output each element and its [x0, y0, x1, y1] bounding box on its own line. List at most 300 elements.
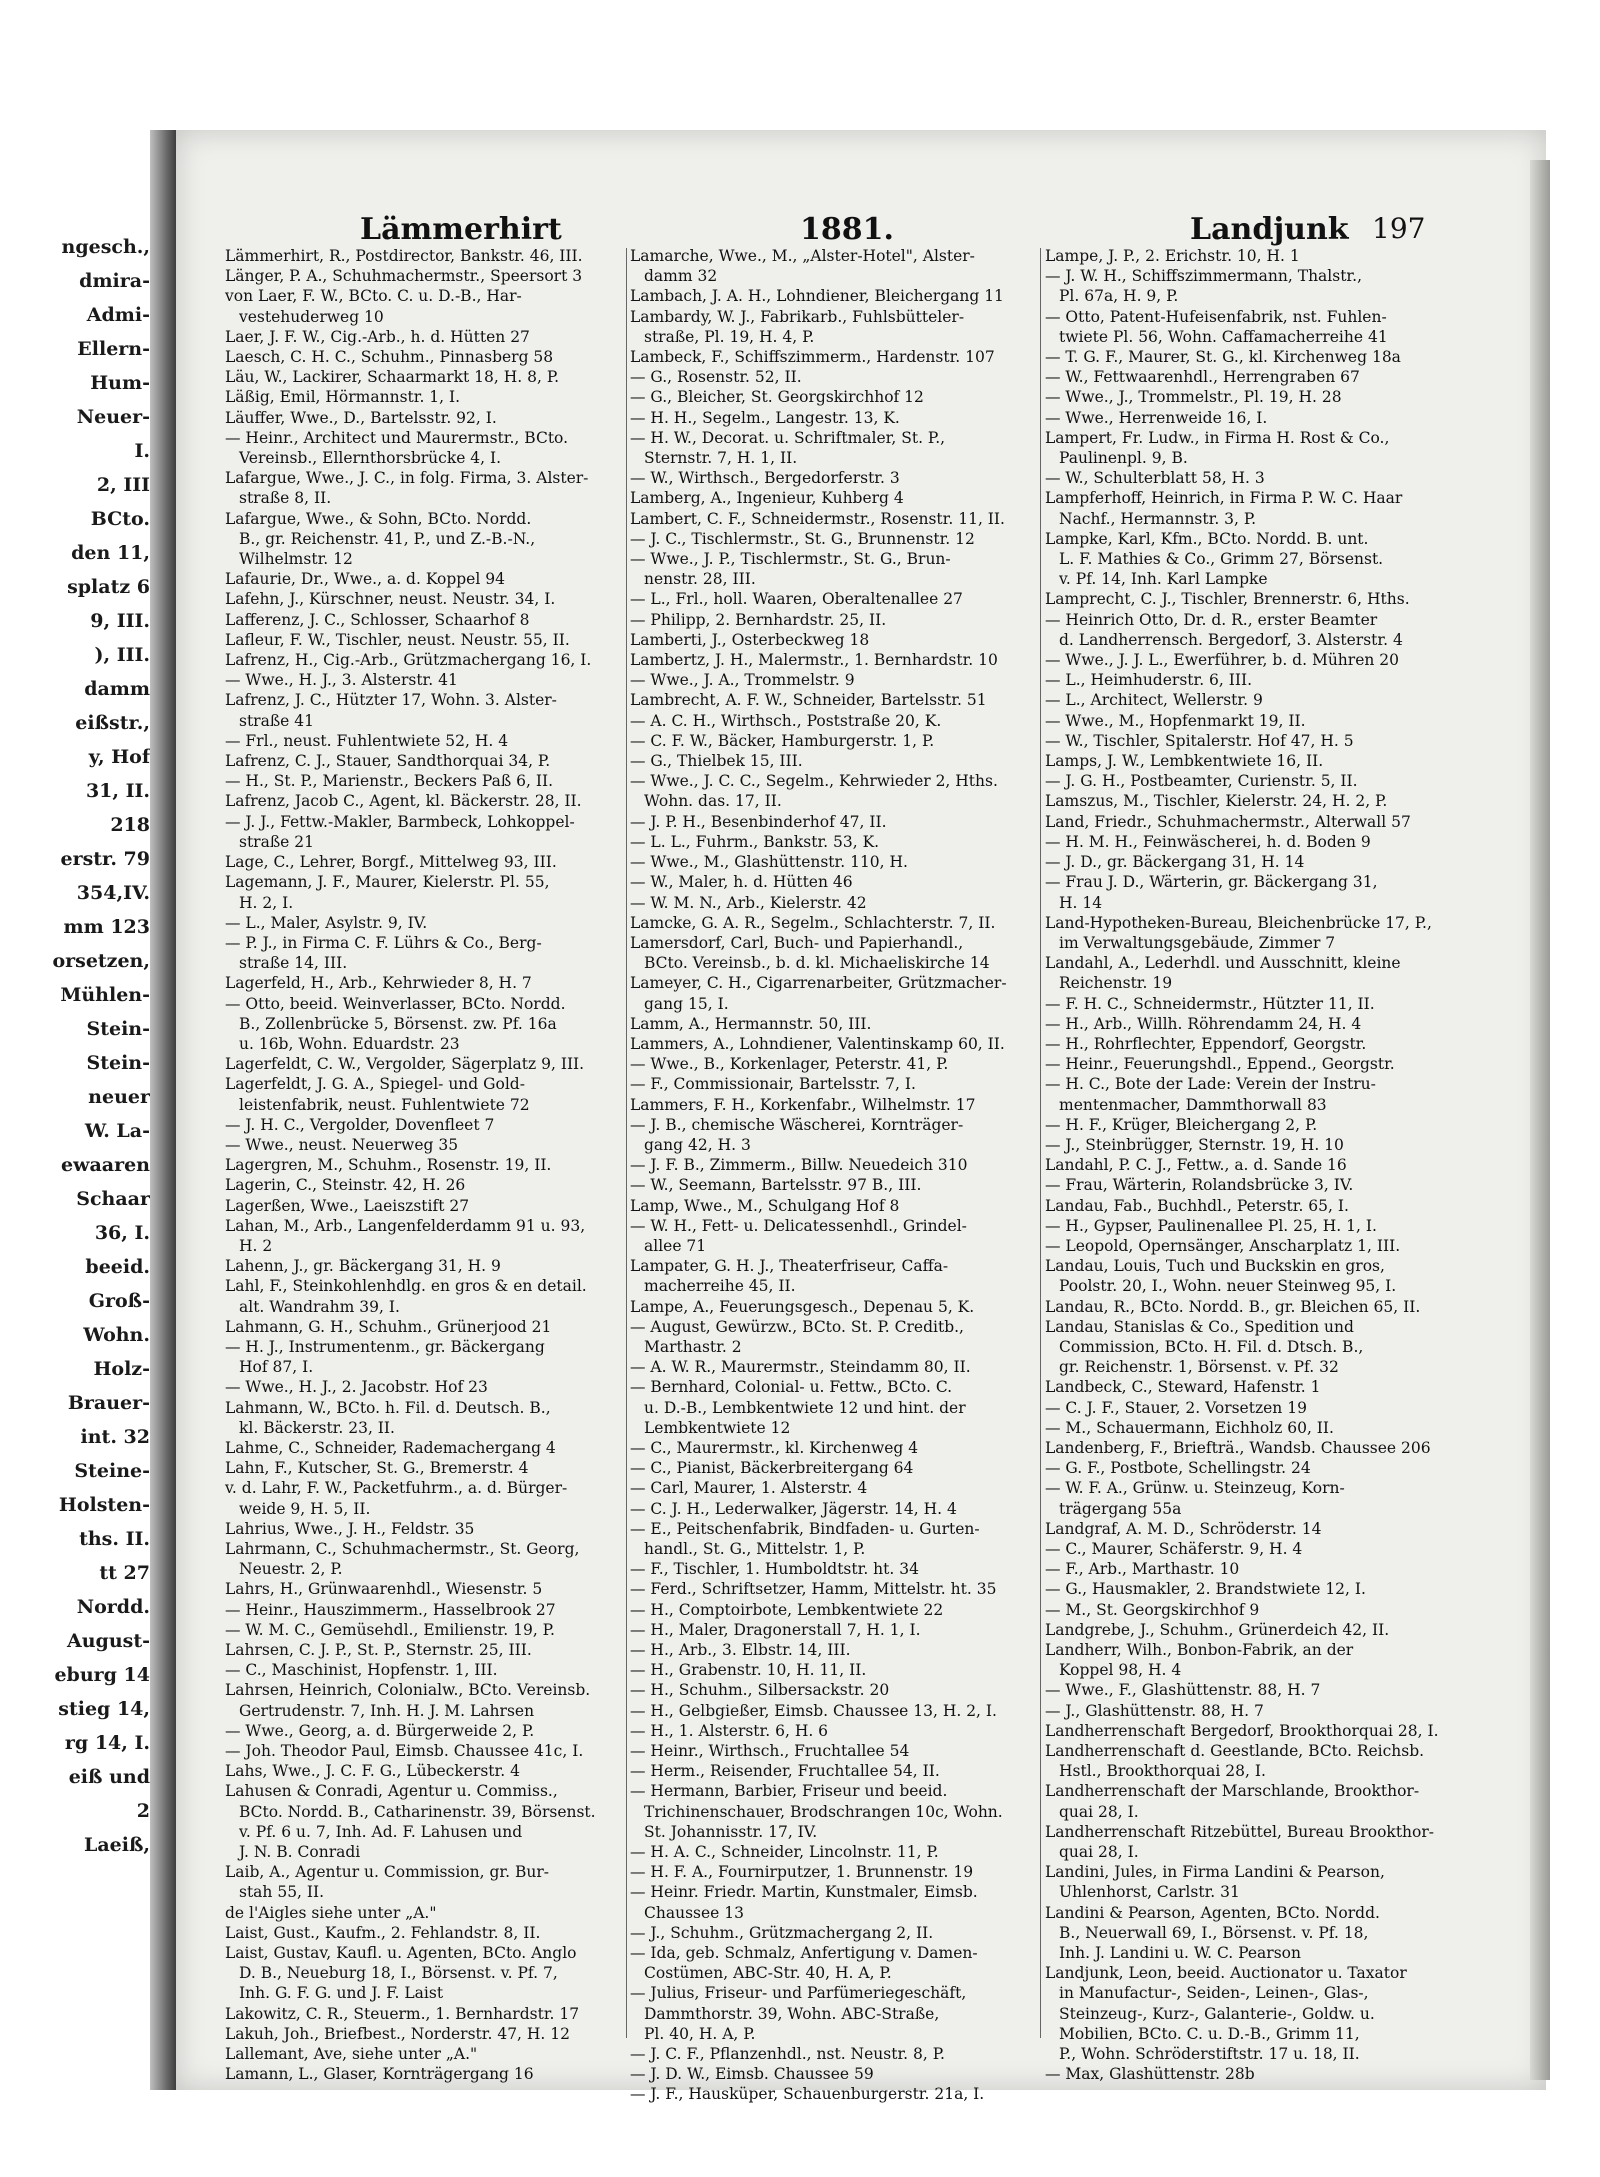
directory-entry-line: — H. F. A., Fournirputzer, 1. Brunnenstr. 19 — [630, 1863, 974, 1882]
directory-entry-line: vestehuderweg 10 — [239, 307, 384, 326]
directory-entry-line: — Heinr., Feuerungshdl., Eppend., Georgstr. — [1045, 1055, 1395, 1074]
page-edge — [1530, 160, 1550, 2080]
previous-page-line: 218 — [110, 814, 150, 836]
directory-entry-line: Poolstr. 20, I., Wohn. neuer Steinweg 95, I. — [1059, 1277, 1397, 1296]
directory-entry-line: H. 14 — [1059, 893, 1103, 912]
directory-entry-line: — Otto, Patent-Hufeisenfabrik, nst. Fuhlen- — [1045, 307, 1387, 326]
directory-entry-line: Lambach, J. A. H., Lohndiener, Bleichergang 11 — [630, 287, 1004, 306]
directory-entry-line: — J. F., Hausküper, Schauenburgerstr. 21a, I. — [630, 2085, 985, 2104]
directory-entry-line: Lamann, L., Glaser, Kornträgergang 16 — [225, 2065, 534, 2084]
directory-entry-line: — J. C. F., Pflanzenhdl., nst. Neustr. 8, P. — [630, 2045, 945, 2064]
directory-entry-line: Lahmann, G. H., Schuhm., Grünerjood 21 — [225, 1317, 552, 1336]
directory-entry-line: Lamcke, G. A. R., Segelm., Schlachterstr. 7, II. — [630, 913, 996, 932]
directory-entry-line: Landau, Fab., Buchhdl., Peterstr. 65, I. — [1045, 1196, 1349, 1215]
directory-entry-line: — J. H. C., Vergolder, Dovenfleet 7 — [225, 1115, 495, 1134]
directory-entry-line: — Wwe., H. J., 2. Jacobstr. Hof 23 — [225, 1378, 488, 1397]
directory-entry-line: Laesch, C. H. C., Schuhm., Pinnasberg 58 — [225, 348, 554, 367]
directory-entry-line: — Max, Glashüttenstr. 28b — [1045, 2065, 1255, 2084]
directory-entry-line: B., Neuerwall 69, I., Börsenst. v. Pf. 18, — [1059, 1923, 1369, 1942]
directory-entry-line: Lampert, Fr. Ludw., in Firma H. Rost & Co., — [1045, 428, 1390, 447]
directory-entry-line: Laib, A., Agentur u. Commission, gr. Bur- — [225, 1863, 549, 1882]
directory-entry-line: — H., 1. Alsterstr. 6, H. 6 — [630, 1721, 829, 1740]
directory-entry-line: Lamberg, A., Ingenieur, Kuhberg 4 — [630, 489, 904, 508]
directory-entry-line: Lambertz, J. H., Malermstr., 1. Bernhardstr. 10 — [630, 651, 998, 670]
directory-entry-line: — M., St. Georgskirchhof 9 — [1045, 1600, 1260, 1619]
directory-entry-line: — H. M. H., Feinwäscherei, h. d. Boden 9 — [1045, 832, 1371, 851]
directory-entry-line: gang 15, I. — [644, 994, 729, 1013]
previous-page-line: y, Hof — [88, 746, 150, 768]
previous-page-line: Brauer- — [67, 1392, 150, 1414]
directory-entry-line: weide 9, H. 5, II. — [239, 1499, 371, 1518]
directory-entry-line: Laist, Gustav, Kaufl. u. Agenten, BCto. Anglo — [225, 1944, 577, 1963]
directory-entry-line: leistenfabrik, neust. Fuhlentwiete 72 — [239, 1095, 530, 1114]
directory-entry-line: Läu, W., Lackirer, Schaarmarkt 18, H. 8, P. — [225, 368, 560, 387]
directory-entry-line: — J. G. H., Postbeamter, Curienstr. 5, II. — [1045, 772, 1358, 791]
previous-page-line: Laeiß, — [83, 1834, 150, 1856]
directory-entry-line: Lampe, J. P., 2. Erichstr. 10, H. 1 — [1045, 247, 1300, 265]
directory-entry-line: — Wwe., neust. Neuerweg 35 — [225, 1135, 459, 1154]
directory-entry-line: Lafrenz, Jacob C., Agent, kl. Bäckerstr. 28, II. — [225, 792, 582, 811]
directory-entry-line: quai 28, I. — [1059, 1843, 1139, 1862]
directory-entry-line: — J. P. H., Besenbinderhof 47, II. — [630, 812, 887, 831]
directory-entry-line: — F., Commissionair, Bartelsstr. 7, I. — [630, 1075, 916, 1094]
directory-entry-line: Lagerfeldt, C. W., Vergolder, Sägerplatz 9, III. — [225, 1055, 585, 1074]
directory-entry-line: Lagerfeld, H., Arb., Kehrwieder 8, H. 7 — [225, 974, 532, 993]
directory-entry-line: Lafehn, J., Kürschner, neust. Neustr. 34, I. — [225, 590, 556, 609]
directory-entry-line: — H. A. C., Schneider, Lincolnstr. 11, P. — [630, 1843, 939, 1862]
directory-entry-line: Lagemann, J. F., Maurer, Kielerstr. Pl. 55, — [225, 873, 550, 892]
directory-entry-line: — Frau, Wärterin, Rolandsbrücke 3, IV. — [1045, 1176, 1354, 1195]
previous-page-line: neuer — [88, 1086, 150, 1108]
directory-entry-line: — H., Arb., 3. Elbstr. 14, III. — [630, 1641, 851, 1660]
directory-entry-line: — G., Thielbek 15, III. — [630, 752, 803, 771]
previous-page-line: 2 — [136, 1800, 150, 1822]
directory-entry-line: straße 41 — [239, 711, 315, 730]
directory-entry-line: — C. F. W., Bäcker, Hamburgerstr. 1, P. — [630, 731, 935, 750]
directory-entry-line: Lammers, F. H., Korkenfabr., Wilhelmstr. 17 — [630, 1095, 976, 1114]
directory-entry-line: — Frl., neust. Fuhlentwiete 52, H. 4 — [225, 731, 509, 750]
directory-entry-line: v. d. Lahr, F. W., Packetfuhrm., a. d. Bürger- — [225, 1479, 568, 1498]
directory-entry-line: Inh. G. F. G. und J. F. Laist — [239, 1984, 444, 2003]
directory-entry-line: Landini, Jules, in Firma Landini & Pearson, — [1045, 1863, 1385, 1882]
directory-entry-line: straße 21 — [239, 832, 315, 851]
directory-entry-line: Commission, BCto. H. Fil. d. Dtsch. B., — [1059, 1337, 1364, 1356]
directory-entry-line: Lamszus, M., Tischler, Kielerstr. 24, H. 2, P. — [1045, 792, 1388, 811]
directory-entry-line: handl., St. G., Mittelstr. 1, P. — [644, 1540, 866, 1558]
directory-entry-line: — Wwe., J., Trommelstr., Pl. 19, H. 28 — [1045, 388, 1342, 407]
directory-entry-line: — L. L., Fuhrm., Bankstr. 53, K. — [630, 832, 880, 851]
directory-entry-line: — J. J., Fettw.-Makler, Barmbeck, Lohkoppel- — [225, 812, 575, 831]
directory-entry-line: Lagerin, C., Steinstr. 42, H. 26 — [225, 1176, 466, 1195]
previous-page-line: ), III. — [94, 644, 150, 666]
directory-entry-line: Lahrsen, Heinrich, Colonialw., BCto. Vereinsb. — [225, 1681, 591, 1700]
directory-entry-line: — F., Tischler, 1. Humboldtstr. ht. 34 — [630, 1560, 919, 1579]
directory-entry-line: Landgrebe, J., Schuhm., Grünerdeich 42, II. — [1045, 1620, 1390, 1639]
directory-entry-line: — Julius, Friseur- und Parfümeriegeschäft, — [630, 1984, 967, 2003]
directory-entry-line: Wilhelmstr. 12 — [239, 550, 353, 569]
previous-page-line: ewaaren — [61, 1154, 150, 1176]
directory-entry-line: — Hermann, Barbier, Friseur und beeid. — [630, 1782, 948, 1801]
directory-entry-line: L. F. Mathies & Co., Grimm 27, Börsenst. — [1059, 550, 1384, 569]
directory-entry-line: BCto. Vereinsb., b. d. kl. Michaeliskirche 14 — [644, 954, 990, 973]
previous-page-line: Admi- — [86, 304, 150, 326]
directory-entry-line: — Otto, beeid. Weinverlasser, BCto. Nordd. — [225, 994, 566, 1013]
directory-entry-line: — C., Maurermstr., kl. Kirchenweg 4 — [630, 1438, 919, 1457]
directory-entry-line: Lampke, Karl, Kfm., BCto. Nordd. B. unt. — [1045, 529, 1369, 548]
directory-entry-line: Lammers, A., Lohndiener, Valentinskamp 60, II. — [630, 1034, 1005, 1053]
directory-entry-line: Lahrs, H., Grünwaarenhdl., Wiesenstr. 5 — [225, 1580, 543, 1599]
directory-entry-line: — H., Comptoirbote, Lembkentwiete 22 — [630, 1600, 944, 1619]
directory-entry-line: v. Pf. 6 u. 7, Inh. Ad. F. Lahusen und — [239, 1822, 523, 1841]
directory-entry-line: — Heinr., Hauszimmerm., Hasselbrook 27 — [225, 1600, 556, 1619]
directory-entry-line: — Wwe., J. J. L., Ewerführer, b. d. Mühren 20 — [1045, 651, 1399, 670]
directory-entry-line: Costümen, ABC-Str. 40, H. A, P. — [644, 1964, 892, 1983]
directory-entry-line: d. Landherrensch. Bergedorf, 3. Alsterstr. 4 — [1059, 630, 1403, 649]
directory-entry-line: kl. Bäckerstr. 23, II. — [239, 1418, 395, 1437]
directory-entry-line: Paulinenpl. 9, B. — [1059, 449, 1188, 468]
directory-entry-line: Lahrmann, C., Schuhmachermstr., St. Georg, — [225, 1540, 580, 1558]
directory-entry-line: Landini & Pearson, Agenten, BCto. Nordd. — [1045, 1903, 1380, 1922]
directory-entry-line: in Manufactur-, Seiden-, Leinen-, Glas-, — [1059, 1984, 1369, 2003]
directory-entry-line: — J., Glashüttenstr. 88, H. 7 — [1045, 1701, 1264, 1720]
directory-entry-line: Lahrsen, C. J. P., St. P., Sternstr. 25, III. — [225, 1641, 532, 1660]
previous-page-line: beeid. — [85, 1256, 150, 1278]
previous-page-line: Neuer- — [76, 406, 150, 428]
directory-entry-line: — W., Maler, h. d. Hütten 46 — [630, 873, 853, 892]
directory-entry-line: — P. J., in Firma C. F. Lührs & Co., Berg- — [225, 933, 542, 952]
directory-entry-line: Neuestr. 2, P. — [239, 1560, 343, 1579]
previous-page-line: rg 14, I. — [64, 1732, 150, 1754]
previous-page-line: Wohn. — [83, 1324, 150, 1346]
directory-entry-line: Lafrenz, H., Cig.-Arb., Grützmachergang 16, I. — [225, 651, 592, 670]
directory-entry-line: v. Pf. 14, Inh. Karl Lampke — [1059, 570, 1268, 589]
directory-entry-line: Vereinsb., Ellernthorsbrücke 4, I. — [239, 449, 502, 468]
directory-entry-line: stah 55, II. — [239, 1883, 325, 1902]
previous-page-fragments — [0, 230, 150, 1862]
directory-entry-line: u. D.-B., Lembkentwiete 12 und hint. der — [644, 1398, 966, 1417]
directory-entry-line: Sternstr. 7, H. 1, II. — [644, 449, 798, 468]
directory-entry-line: u. 16b, Wohn. Eduardstr. 23 — [239, 1034, 460, 1053]
directory-entry-line: Lakowitz, C. R., Steuerm., 1. Bernhardstr. 17 — [225, 2004, 580, 2023]
directory-entry-line: Lage, C., Lehrer, Borgf., Mittelweg 93, III. — [225, 853, 557, 872]
directory-entry-line: — Frau J. D., Wärterin, gr. Bäckergang 31, — [1045, 873, 1378, 892]
directory-entry-line: — W. M. N., Arb., Kielerstr. 42 — [630, 893, 867, 912]
directory-entry-line: St. Johannisstr. 17, IV. — [644, 1822, 818, 1841]
directory-entry-line: Land-Hypotheken-Bureau, Bleichenbrücke 17, P., — [1045, 913, 1432, 932]
directory-entry-line: — Bernhard, Colonial- u. Fettw., BCto. C. — [630, 1378, 953, 1397]
directory-entry-line: — W., Fettwaarenhdl., Herrengraben 67 — [1045, 368, 1360, 387]
directory-entry-line: — W., Wirthsch., Bergedorferstr. 3 — [630, 469, 900, 488]
directory-entry-line: — Joh. Theodor Paul, Eimsb. Chaussee 41c, I. — [225, 1742, 584, 1761]
directory-entry-line: quai 28, I. — [1059, 1802, 1139, 1821]
directory-entry-line: — W., Schulterblatt 58, H. 3 — [1045, 469, 1265, 488]
directory-entry-line: — G., Bleicher, St. Georgskirchhof 12 — [630, 388, 924, 407]
previous-page-line: Groß- — [88, 1290, 150, 1312]
directory-entry-line: — Heinr., Architect und Maurermstr., BCto. — [225, 428, 569, 447]
directory-entry-line: Landherrenschaft Ritzebüttel, Bureau Brookthor- — [1045, 1822, 1435, 1841]
previous-page-line: den 11, — [71, 542, 150, 564]
directory-entry-line: Laer, J. F. W., Cig.-Arb., h. d. Hütten 27 — [225, 327, 530, 346]
directory-entry-line: Landherrenschaft d. Geestlande, BCto. Reichsb. — [1045, 1742, 1425, 1761]
header-year: 1881. — [800, 212, 894, 247]
directory-entry-line: Uhlenhorst, Carlstr. 31 — [1059, 1883, 1240, 1902]
directory-entry-line: Dammthorstr. 39, Wohn. ABC-Straße, — [644, 2004, 940, 2023]
directory-entry-line: Lamprecht, C. J., Tischler, Brennerstr. 6, Hths. — [1045, 590, 1410, 609]
directory-entry-line: Pl. 40, H. A, P. — [644, 2024, 756, 2043]
directory-entry-line: — Leopold, Opernsänger, Anscharplatz 1, III. — [1045, 1236, 1401, 1255]
previous-page-line: 2, III — [96, 474, 150, 496]
directory-entry-line: Nachf., Hermannstr. 3, P. — [1059, 509, 1257, 528]
directory-entry-line: Landau, Louis, Tuch und Buckskin en gros, — [1045, 1257, 1385, 1276]
directory-entry-line: — Wwe., F., Glashüttenstr. 88, H. 7 — [1045, 1681, 1321, 1700]
previous-page-edge — [0, 0, 170, 2177]
directory-entry-line: Länger, P. A., Schuhmachermstr., Speersort 3 — [225, 267, 583, 286]
directory-entry-line: — Ida, geb. Schmalz, Anfertigung v. Damen- — [630, 1944, 978, 1963]
directory-entry-line: — H. J., Instrumentenm., gr. Bäckergang — [225, 1337, 545, 1356]
directory-entry-line: — H. C., Bote der Lade: Verein der Instru- — [1045, 1075, 1376, 1094]
directory-entry-line: — Heinr. Friedr. Martin, Kunstmaler, Eimsb. — [630, 1883, 978, 1902]
previous-page-line: erstr. 79 — [60, 848, 150, 870]
header-right-catchword: Landjunk — [1190, 212, 1349, 247]
previous-page-line: I. — [134, 440, 150, 462]
previous-page-line: dmira- — [79, 270, 150, 292]
directory-entry-line: — H., Grabenstr. 10, H. 11, II. — [630, 1661, 867, 1680]
previous-page-line: Steine- — [74, 1460, 150, 1482]
directory-entry-line: — L., Heimhuderstr. 6, III. — [1045, 671, 1253, 690]
directory-entry-line: Lamberti, J., Osterbeckweg 18 — [630, 630, 870, 649]
directory-entry-line: gr. Reichenstr. 1, Börsenst. v. Pf. 32 — [1059, 1358, 1339, 1377]
directory-entry-line: — G., Rosenstr. 52, II. — [630, 368, 802, 387]
directory-entry-line: — Wwe., M., Hopfenmarkt 19, II. — [1045, 711, 1306, 730]
directory-entry-line: — J. B., chemische Wäscherei, Kornträger- — [630, 1115, 964, 1134]
previous-page-line: August- — [66, 1630, 150, 1652]
previous-page-line: mm 123 — [63, 916, 150, 938]
directory-entry-line: straße, Pl. 19, H. 4, P. — [644, 327, 815, 346]
directory-entry-line: twiete Pl. 56, Wohn. Caffamacherreihe 41 — [1059, 327, 1388, 346]
directory-entry-line: Lampferhoff, Heinrich, in Firma P. W. C. Haar — [1045, 489, 1403, 508]
directory-entry-line: Lakuh, Joh., Briefbest., Norderstr. 47, H. 12 — [225, 2024, 571, 2043]
directory-entry-line: Marthastr. 2 — [644, 1337, 742, 1356]
directory-entry-line: H. 2 — [239, 1236, 273, 1255]
previous-page-line: ngesch., — [61, 236, 150, 258]
directory-entry-line: — H., Schuhm., Silbersackstr. 20 — [630, 1681, 890, 1700]
directory-entry-line: Landgraf, A. M. D., Schröderstr. 14 — [1045, 1519, 1322, 1538]
directory-entry-line: — W. M. C., Gemüsehdl., Emilienstr. 19, P. — [225, 1620, 555, 1639]
directory-entry-line: Lahrius, Wwe., J. H., Feldstr. 35 — [225, 1519, 475, 1538]
directory-entry-line: — J. C., Tischlermstr., St. G., Brunnenstr. 12 — [630, 529, 975, 548]
directory-entry-line: — Wwe., Herrenweide 16, I. — [1045, 408, 1268, 427]
directory-entry-line: Steinzeug-, Kurz-, Galanterie-, Goldw. u. — [1059, 2004, 1375, 2023]
directory-entry-line: — H., Gypser, Paulinenallee Pl. 25, H. 1, I. — [1045, 1216, 1377, 1235]
directory-entry-line: Lallemant, Ave, siehe unter „A." — [225, 2045, 478, 2064]
directory-entry-line: — W., Seemann, Bartelsstr. 97 B., III. — [630, 1176, 922, 1195]
directory-entry-line: Trichinenschauer, Brodschrangen 10c, Wohn. — [644, 1802, 1003, 1821]
directory-entry-line: — C., Maschinist, Hopfenstr. 1, III. — [225, 1661, 498, 1680]
directory-entry-line: B., gr. Reichenstr. 41, P., und Z.-B.-N., — [239, 529, 536, 548]
directory-entry-line: — Wwe., Georg, a. d. Bürgerweide 2, P. — [225, 1721, 535, 1740]
directory-entry-line: Lahusen & Conradi, Agentur u. Commiss., — [225, 1782, 558, 1801]
previous-page-line: 354,IV. — [76, 882, 150, 904]
directory-entry-line: Lämmerhirt, R., Postdirector, Bankstr. 46, III. — [225, 247, 583, 265]
directory-entry-line: Gertrudenstr. 7, Inh. H. J. M. Lahrsen — [239, 1701, 535, 1720]
directory-entry-line: — C. J. H., Lederwalker, Jägerstr. 14, H. 4 — [630, 1499, 957, 1518]
previous-page-line: Nordd. — [76, 1596, 150, 1618]
directory-entry-line: — H., Gelbgießer, Eimsb. Chaussee 13, H. 2, I. — [630, 1701, 997, 1720]
directory-entry-line: P., Wohn. Schröderstiftstr. 17 u. 18, II. — [1059, 2045, 1360, 2064]
directory-entry-line: Mobilien, BCto. C. u. D.-B., Grimm 11, — [1059, 2024, 1360, 2043]
directory-entry-line: Pl. 67a, H. 9, P. — [1059, 287, 1179, 306]
directory-entry-line: Lembkentwiete 12 — [644, 1418, 791, 1437]
directory-entry-line: Lafargue, Wwe., J. C., in folg. Firma, 3. Alster- — [225, 469, 589, 488]
directory-entry-line: straße 14, III. — [239, 954, 348, 973]
previous-page-line: 31, II. — [85, 780, 150, 802]
directory-entry-line: Landau, R., BCto. Nordd. B., gr. Bleichen 65, II. — [1045, 1297, 1421, 1316]
directory-entry-line: Lambardy, W. J., Fabrikarb., Fuhlsbütteler- — [630, 307, 965, 326]
previous-page-line: Hum- — [90, 372, 150, 394]
directory-entry-line: — Wwe., H. J., 3. Alsterstr. 41 — [225, 671, 458, 690]
directory-entry-line: H. 2, I. — [239, 893, 294, 912]
directory-entry-line: Lamm, A., Hermannstr. 50, III. — [630, 1014, 872, 1033]
directory-entry-line: Lahl, F., Steinkohlenhdlg. en gros & en detail. — [225, 1277, 587, 1296]
directory-entry-line: Koppel 98, H. 4 — [1059, 1661, 1182, 1680]
directory-entry-line: — F., Arb., Marthastr. 10 — [1045, 1560, 1240, 1579]
directory-entry-line: Lagerfeldt, J. G. A., Spiegel- und Gold- — [225, 1075, 525, 1094]
previous-page-line: 36, I. — [94, 1222, 150, 1244]
directory-entry-line: Läßig, Emil, Hörmannstr. 1, I. — [225, 388, 461, 407]
directory-entry-line: Lambert, C. F., Schneidermstr., Rosenstr. 11, II. — [630, 509, 1005, 528]
directory-entry-line: — A. W. R., Maurermstr., Steindamm 80, II. — [630, 1358, 971, 1377]
directory-entry-line: D. B., Neueburg 18, I., Börsenst. v. Pf. 7, — [239, 1964, 558, 1983]
page-number: 197 — [1372, 212, 1426, 245]
directory-entry-line: — Wwe., J. A., Trommelstr. 9 — [630, 671, 855, 690]
directory-entry-line: — J. D., gr. Bäckergang 31, H. 14 — [1045, 853, 1305, 872]
previous-page-line: Schaar — [76, 1188, 150, 1210]
previous-page-line: Ellern- — [77, 338, 150, 360]
directory-entry-line: Hstl., Brookthorquai 28, I. — [1059, 1762, 1266, 1781]
directory-entry-line: — Herm., Reisender, Fruchtallee 54, II. — [630, 1762, 940, 1781]
directory-column-3 — [1045, 246, 1465, 2084]
previous-page-line: tt 27 — [99, 1562, 150, 1584]
directory-entry-line: — W. F. A., Grünw. u. Steinzeug, Korn- — [1045, 1479, 1345, 1498]
directory-entry-line: — C., Pianist, Bäckerbreitergang 64 — [630, 1459, 914, 1478]
directory-entry-line: von Laer, F. W., BCto. C. u. D.-B., Har- — [225, 287, 522, 306]
directory-entry-line: Lampe, A., Feuerungsgesch., Depenau 5, K. — [630, 1297, 975, 1316]
previous-page-line: int. 32 — [80, 1426, 150, 1448]
directory-column-2 — [630, 246, 1050, 2104]
directory-entry-line: — Heinrich Otto, Dr. d. R., erster Beamter — [1045, 610, 1378, 629]
previous-page-line: eburg 14 — [54, 1664, 150, 1686]
directory-entry-line: — J., Steinbrügger, Sternstr. 19, H. 10 — [1045, 1135, 1344, 1154]
directory-entry-line: — W., Tischler, Spitalerstr. Hof 47, H. 5 — [1045, 731, 1354, 750]
directory-entry-line: Hof 87, I. — [239, 1358, 314, 1377]
directory-entry-line: — G., Hausmakler, 2. Brandstwiete 12, I. — [1045, 1580, 1366, 1599]
directory-entry-line: Lahan, M., Arb., Langenfelderdamm 91 u. 93, — [225, 1216, 586, 1235]
previous-page-line: eiß und — [68, 1766, 150, 1788]
directory-entry-line: Landherrenschaft der Marschlande, Brookthor- — [1045, 1782, 1420, 1801]
directory-entry-line: — L., Architect, Wellerstr. 9 — [1045, 691, 1263, 710]
directory-entry-line: — W. H., Fett- u. Delicatessenhdl., Grindel- — [630, 1216, 967, 1235]
previous-page-line: Mühlen- — [60, 984, 150, 1006]
directory-entry-line: — H., Arb., Willh. Röhrendamm 24, H. 4 — [1045, 1014, 1362, 1033]
directory-entry-line: Lamps, J. W., Lembkentwiete 16, II. — [1045, 752, 1324, 771]
directory-entry-line: — E., Peitschenfabrik, Bindfaden- u. Gurten- — [630, 1519, 980, 1538]
directory-entry-line: Wohn. das. 17, II. — [644, 792, 782, 811]
directory-entry-line: — Heinr., Wirthsch., Fruchtallee 54 — [630, 1742, 910, 1761]
directory-entry-line: Lambeck, F., Schiffszimmerm., Hardenstr. 107 — [630, 348, 995, 367]
directory-entry-line: Lahme, C., Schneider, Rademachergang 4 — [225, 1438, 556, 1457]
directory-entry-line: nenstr. 28, III. — [644, 570, 756, 589]
directory-entry-line: Landahl, P. C. J., Fettw., a. d. Sande 16 — [1045, 1156, 1347, 1175]
directory-entry-line: gang 42, H. 3 — [644, 1135, 751, 1154]
directory-entry-line: — T. G. F., Maurer, St. G., kl. Kirchenweg 18a — [1045, 348, 1401, 367]
directory-entry-line: Land, Friedr., Schuhmachermstr., Alterwall 57 — [1045, 812, 1411, 831]
directory-entry-line: — J. W. H., Schiffszimmermann, Thalstr., — [1045, 267, 1362, 286]
previous-page-line: Stein- — [86, 1018, 150, 1040]
directory-entry-line: J. N. B. Conradi — [239, 1843, 361, 1862]
directory-entry-line: — H. F., Krüger, Bleichergang 2, P. — [1045, 1115, 1318, 1134]
previous-page-line: splatz 6 — [67, 576, 150, 598]
directory-entry-line: — H., Rohrflechter, Eppendorf, Georgstr. — [1045, 1034, 1367, 1053]
directory-entry-line: Lahn, F., Kutscher, St. G., Bremerstr. 4 — [225, 1459, 529, 1478]
directory-entry-line: — Philipp, 2. Bernhardstr. 25, II. — [630, 610, 887, 629]
directory-entry-line: Landahl, A., Lederhdl. und Ausschnitt, kleine — [1045, 954, 1401, 973]
directory-entry-line: — F. H. C., Schneidermstr., Hützter 11, II. — [1045, 994, 1375, 1013]
header-left-catchword: Lämmerhirt — [360, 212, 562, 247]
directory-entry-line: — Ferd., Schriftsetzer, Hamm, Mittelstr. ht. 35 — [630, 1580, 997, 1599]
directory-entry-line: — H., St. P., Marienstr., Beckers Paß 6, II. — [225, 772, 554, 791]
previous-page-line: Holsten- — [58, 1494, 150, 1516]
directory-entry-line: Lamersdorf, Carl, Buch- und Papierhandl., — [630, 933, 964, 952]
directory-entry-line: Lafargue, Wwe., & Sohn, BCto. Nordd. — [225, 509, 532, 528]
directory-entry-line: — M., Schauermann, Eichholz 60, II. — [1045, 1418, 1334, 1437]
directory-entry-line: — Carl, Maurer, 1. Alsterstr. 4 — [630, 1479, 868, 1498]
previous-page-line: stieg 14, — [58, 1698, 150, 1720]
directory-entry-line: — C. J. F., Stauer, 2. Vorsetzen 19 — [1045, 1398, 1307, 1417]
directory-entry-line: Landherr, Wilh., Bonbon-Fabrik, an der — [1045, 1641, 1354, 1660]
directory-entry-line: Landbeck, C., Steward, Hafenstr. 1 — [1045, 1378, 1321, 1397]
previous-page-line: ths. II. — [79, 1528, 150, 1550]
directory-entry-line: de l'Aigles siehe unter „A." — [225, 1903, 437, 1922]
directory-entry-line: allee 71 — [644, 1236, 707, 1255]
previous-page-line: orsetzen, — [52, 950, 150, 972]
directory-entry-line: — C., Maurer, Schäferstr. 9, H. 4 — [1045, 1540, 1303, 1558]
directory-entry-line: Reichenstr. 19 — [1059, 974, 1173, 993]
directory-entry-line: Lagergren, M., Schuhm., Rosenstr. 19, II. — [225, 1156, 552, 1175]
directory-entry-line: trägergang 55a — [1059, 1499, 1182, 1518]
directory-entry-line: alt. Wandrahm 39, I. — [239, 1297, 400, 1316]
directory-entry-line: — Wwe., J. C. C., Segelm., Kehrwieder 2, Hths. — [630, 772, 998, 791]
directory-entry-line: Lampater, G. H. J., Theaterfriseur, Caffa- — [630, 1257, 949, 1276]
directory-entry-line: — J., Schuhm., Grützmachergang 2, II. — [630, 1923, 934, 1942]
directory-entry-line: Laist, Gust., Kaufm., 2. Fehlandstr. 8, II. — [225, 1923, 541, 1942]
directory-entry-line: Lamp, Wwe., M., Schulgang Hof 8 — [630, 1196, 900, 1215]
directory-entry-line: — Wwe., J. P., Tischlermstr., St. G., Brun- — [630, 550, 951, 569]
directory-entry-line: Lahmann, W., BCto. h. Fil. d. Deutsch. B., — [225, 1398, 551, 1417]
directory-entry-line: Lamarche, Wwe., M., „Alster-Hotel", Alster- — [630, 247, 975, 265]
directory-column-1 — [225, 246, 645, 2084]
directory-entry-line: Lahs, Wwe., J. C. F. G., Lübeckerstr. 4 — [225, 1762, 520, 1781]
directory-entry-line: — L., Frl., holl. Waaren, Oberaltenallee 27 — [630, 590, 963, 609]
directory-entry-line: — G. F., Postbote, Schellingstr. 24 — [1045, 1459, 1311, 1478]
directory-entry-line: mentenmacher, Dammthorwall 83 — [1059, 1095, 1327, 1114]
previous-page-line: 9, III. — [90, 610, 150, 632]
directory-entry-line: — August, Gewürzw., BCto. St. P. Creditb., — [630, 1317, 964, 1336]
directory-entry-line: B., Zollenbrücke 5, Börsenst. zw. Pf. 16a — [239, 1014, 557, 1033]
directory-entry-line: — H. W., Decorat. u. Schriftmaler, St. P., — [630, 428, 946, 447]
directory-entry-line: im Verwaltungsgebäude, Zimmer 7 — [1059, 933, 1336, 952]
previous-page-line: damm — [84, 678, 150, 700]
directory-entry-line: Lambrecht, A. F. W., Schneider, Bartelsstr. 51 — [630, 691, 987, 710]
